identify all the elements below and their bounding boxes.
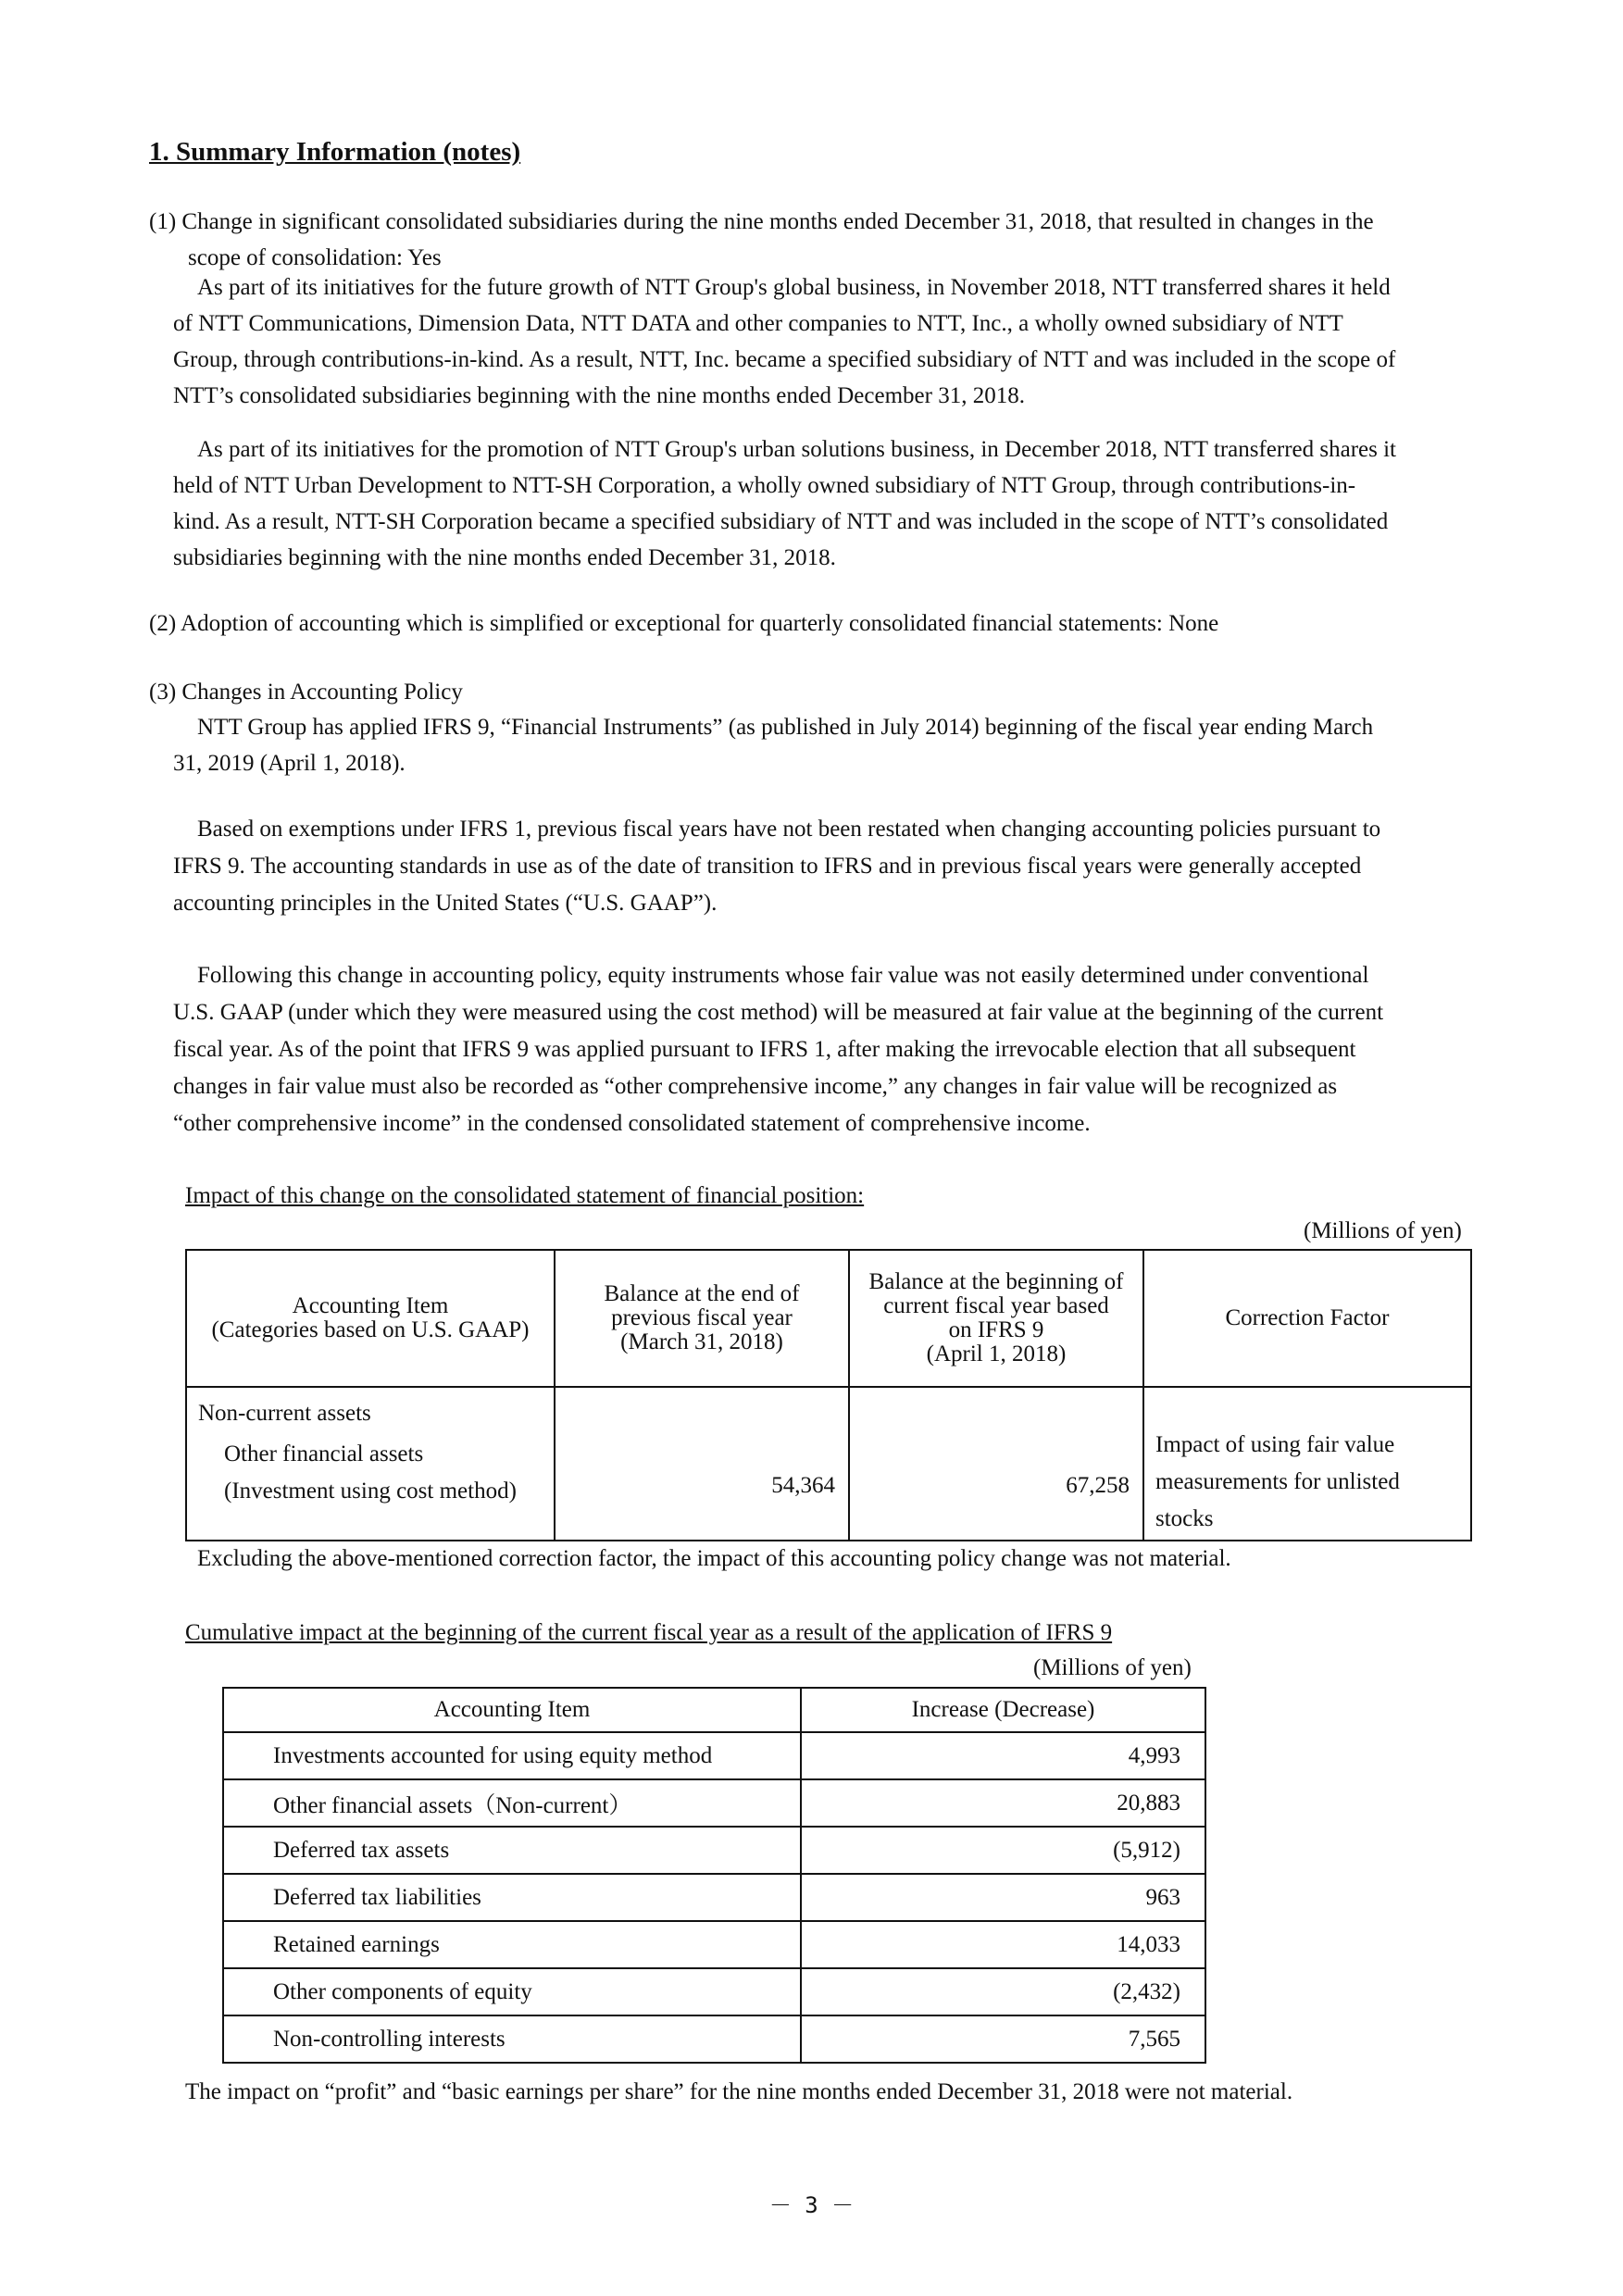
- table-2-unit: (Millions of yen): [1033, 1655, 1192, 1680]
- section-3-para-3-line-5: “other comprehensive income” in the condensed consolidated statement of comprehensive income.: [173, 1111, 1091, 1136]
- table-1-correction-factor: Impact of using fair value measurements for unlisted stocks: [1143, 1387, 1471, 1541]
- section-1-heading-line-1: (1) Change in significant consolidated subsidiaries during the nine months ended December 31, 2018, that resulted in changes in the: [149, 209, 1374, 234]
- section-3-para-1-line-1: NTT Group has applied IFRS 9, “Financial Instruments” (as published in July 2014) beginning of the fiscal year ending March: [197, 715, 1374, 740]
- section-3-para-3-line-2: U.S. GAAP (under which they were measured using the cost method) will be measured at fair value at the beginning of the current: [173, 1000, 1384, 1025]
- section-1-para-2-line-2: held of NTT Urban Development to NTT-SH Corporation, a wholly owned subsidiary of NTT Group, through contributions-in-: [173, 473, 1356, 498]
- table-2-value: 4,993: [801, 1732, 1205, 1779]
- section-3-para-2-line-3: accounting principles in the United States (“U.S. GAAP”).: [173, 891, 718, 916]
- section-3-heading: (3) Changes in Accounting Policy: [149, 680, 463, 705]
- table-2-item: Non-controlling interests: [223, 2015, 801, 2063]
- table-2-item: Deferred tax assets: [223, 1827, 801, 1874]
- table-row: [223, 1921, 1205, 1968]
- table-1-value-prev: 54,364: [555, 1387, 849, 1541]
- table-row: [223, 1732, 1205, 1779]
- table-2-value: 963: [801, 1874, 1205, 1921]
- section-1-para-2-line-1: As part of its initiatives for the promotion of NTT Group's urban solutions business, in December 2018, NTT transferred shares it: [197, 437, 1397, 462]
- section-1-heading-line-2: scope of consolidation: Yes: [188, 245, 442, 270]
- section-3-para-3-line-1: Following this change in accounting policy, equity instruments whose fair value was not easily determined under conventional: [197, 963, 1369, 988]
- table-1-caption: Impact of this change on the consolidated statement of financial position:: [185, 1183, 865, 1208]
- section-1-para-1-line-4: NTT’s consolidated subsidiaries beginning with the nine months ended December 31, 2018.: [173, 383, 1025, 408]
- table-2-value: 7,565: [801, 2015, 1205, 2063]
- financial-position-table: [185, 1249, 1472, 1541]
- section-1-para-1-line-2: of NTT Communications, Dimension Data, NTT DATA and other companies to NTT, Inc., a wholly owned subsidiary of NTT: [173, 311, 1343, 336]
- table-2-item: Other components of equity: [223, 1968, 801, 2015]
- table-1-header-row: [186, 1250, 1471, 1387]
- section-3-para-2-line-1: Based on exemptions under IFRS 1, previous fiscal years have not been restated when changing accounting policies pursuant to: [197, 817, 1381, 842]
- table-2-header-change: Increase (Decrease): [801, 1688, 1205, 1732]
- section-3-para-3-line-4: changes in fair value must also be recorded as “other comprehensive income,” any changes in fair value will be recognized as: [173, 1074, 1338, 1099]
- table-2-caption: Cumulative impact at the beginning of the current fiscal year as a result of the application of IFRS 9: [185, 1620, 1113, 1645]
- table-row: [186, 1387, 1471, 1541]
- table-2-value: (5,912): [801, 1827, 1205, 1874]
- table-2-value: (2,432): [801, 1968, 1205, 2015]
- table-row: [223, 1874, 1205, 1921]
- section-3-para-1-line-2: 31, 2019 (April 1, 2018).: [173, 751, 406, 776]
- page-number: － 3 －: [768, 2192, 855, 2218]
- table-1-note: Excluding the above-mentioned correction factor, the impact of this accounting policy change was not material.: [197, 1546, 1231, 1571]
- table-row: [223, 1779, 1205, 1827]
- table-2-value: 20,883: [801, 1779, 1205, 1827]
- section-3-para-2-line-2: IFRS 9. The accounting standards in use as of the date of transition to IFRS and in previous fiscal years were generally accepted: [173, 854, 1362, 879]
- table-2-header-row: [223, 1688, 1205, 1732]
- ifrs9-impact-table: [222, 1687, 1206, 2064]
- table-2-item: Deferred tax liabilities: [223, 1874, 801, 1921]
- page-title: 1. Summary Information (notes): [149, 137, 521, 167]
- table-1-value-curr: 67,258: [849, 1387, 1143, 1541]
- section-1-para-1-line-3: Group, through contributions-in-kind. As a result, NTT, Inc. became a specified subsidiary of NTT and was included in the scope of: [173, 347, 1396, 372]
- table-1-header-balance-begin-current: Balance at the beginning of current fiscal year based on IFRS 9 (April 1, 2018): [849, 1250, 1143, 1387]
- table-1-header-balance-end-prev: Balance at the end of previous fiscal year (March 31, 2018): [555, 1250, 849, 1387]
- section-2-text: (2) Adoption of accounting which is simplified or exceptional for quarterly consolidated financial statements: None: [149, 611, 1219, 636]
- table-1-header-correction-factor: Correction Factor: [1143, 1250, 1471, 1387]
- table-2-item: Retained earnings: [223, 1921, 801, 1968]
- table-row: [223, 1827, 1205, 1874]
- table-2-value: 14,033: [801, 1921, 1205, 1968]
- table-2-item: Investments accounted for using equity method: [223, 1732, 801, 1779]
- table-2-header-item: Accounting Item: [223, 1688, 801, 1732]
- section-1-para-2-line-4: subsidiaries beginning with the nine months ended December 31, 2018.: [173, 545, 836, 570]
- section-1-para-1-line-1: As part of its initiatives for the future growth of NTT Group's global business, in November 2018, NTT transferred shares it held: [197, 275, 1391, 300]
- table-row: [223, 2015, 1205, 2063]
- section-1-para-2-line-3: kind. As a result, NTT-SH Corporation became a specified subsidiary of NTT and was included in the scope of NTT’s consolidated: [173, 509, 1389, 534]
- table-1-item-cell: Non-current assets Other financial assets (Investment using cost method): [186, 1387, 555, 1541]
- table-2-item: Other financial assets（Non-current）: [223, 1779, 801, 1827]
- table-2-note: The impact on “profit” and “basic earnings per share” for the nine months ended December 31, 2018 were not material.: [185, 2079, 1293, 2104]
- table-1-unit: (Millions of yen): [1304, 1218, 1462, 1243]
- table-1-header-accounting-item: Accounting Item (Categories based on U.S. GAAP): [186, 1250, 555, 1387]
- section-3-para-3-line-3: fiscal year. As of the point that IFRS 9 was applied pursuant to IFRS 1, after making the irrevocable election that all subsequent: [173, 1037, 1356, 1062]
- table-row: [223, 1968, 1205, 2015]
